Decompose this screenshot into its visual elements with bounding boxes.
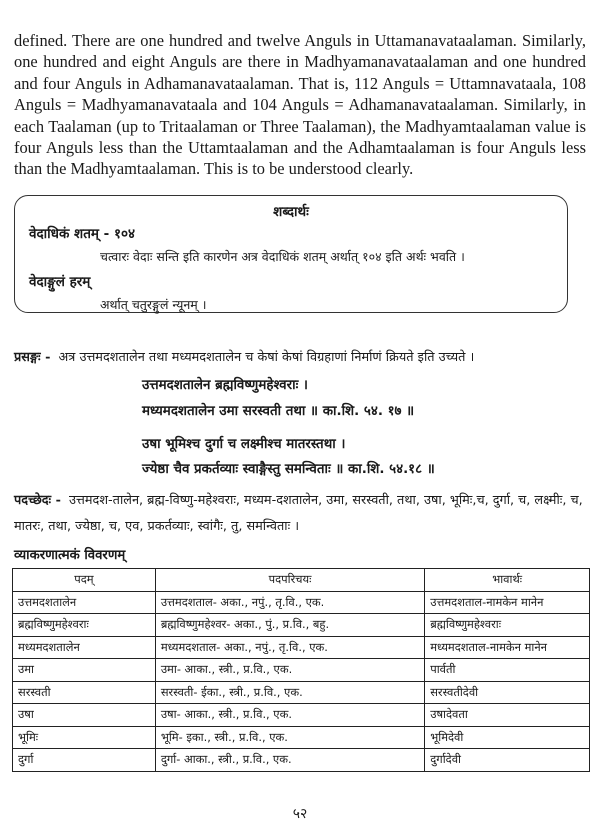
table-row (13, 726, 590, 749)
table-cell: मध्यमदशताल-नामकेन मानेन (425, 636, 590, 659)
table-row (13, 749, 590, 772)
table-cell: उमा (13, 659, 156, 682)
table-header-row (13, 569, 590, 592)
table-cell: ब्रह्मविष्णुमहेश्वराः (13, 614, 156, 637)
table-cell: मध्यमदशताल- अका., नपुं., तृ.वि., एक. (155, 636, 424, 659)
table-row (13, 681, 590, 704)
table-cell: उत्तमदशताल- अका., नपुं., तृ.वि., एक. (155, 591, 424, 614)
table-row (13, 591, 590, 614)
verse-line: उषा भूमिश्च दुर्गा च लक्ष्मीश्च मातरस्तथा । (142, 437, 346, 452)
table-cell: सरस्वतीदेवी (425, 681, 590, 704)
context-text: अत्र उत्तमदशतालेन तथा मध्यमदशतालेन च केषां केषां विग्रहाणां निर्माणं क्रियते इति उच्यते । (58, 350, 475, 365)
word-split-text: उत्तमदश-तालेन, ब्रह्म-विष्णु-महेश्वराः, मध्यम-दशतालेन, उमा, सरस्वती, तथा, उषा, भूमिः,च, दुर्गा, च, लक्ष्मीः, च, मातरः, तथा, ज्येष्ठा, च, एव, प्रकर्तव्याः, स्वांगैः, तु, समन्विताः । (14, 493, 583, 534)
word-split-label: पदच्छेदः - (14, 493, 61, 508)
glossary-term: वेदाङ्गुलं हरम् (29, 274, 91, 290)
word-split-paragraph (14, 488, 592, 540)
table-cell: उमा- आका., स्त्री., प्र.वि., एक. (155, 659, 424, 682)
table-cell: भूमि- इका., स्त्री., प्र.वि., एक. (155, 726, 424, 749)
table-row (13, 636, 590, 659)
table-cell: सरस्वती (13, 681, 156, 704)
intro-paragraph: defined. There are one hundred and twelve Anguls in Uttamanavataalaman. Similarly, one hundred and eight Anguls are there in Madhyamanavataalaman and one hundred and four Anguls in Adhamanavataalaman. That is, 112 Anguls = Uttamnavataala, 108 Anguls = Madhyamanavataala and 104 Anguls = Adhamanavataalaman. Similarly, in each Taalaman (up to Tritaalaman or Three Taalaman), the Madhyamtaalaman value is four Anguls less than the Uttamtaalaman and the Adhamtaalaman is four Anguls less than the Madhyamtaalaman. This is to be understood clearly. (14, 31, 586, 179)
table-cell: उत्तमदशतालेन (13, 591, 156, 614)
table-cell: पार्वती (425, 659, 590, 682)
column-header: पदम् (13, 569, 156, 592)
verse-line: उत्तमदशतालेन ब्रह्मविष्णुमहेश्वराः । (142, 378, 309, 393)
table-cell: दुर्गादेवी (425, 749, 590, 772)
grammar-table (12, 568, 590, 772)
verse-line: ज्येष्ठा चैव प्रकर्तव्याः स्वाङ्गैस्तु समन्विताः ॥ का.शि. ५४.१८ ॥ (142, 462, 435, 477)
column-header: भावार्थः (425, 569, 590, 592)
glossary-title: शब्दार्थः (273, 204, 309, 220)
context-label: प्रसङ्गः - (14, 350, 51, 365)
table-cell: उषा (13, 704, 156, 727)
page-number: ५२ (292, 806, 308, 822)
grammar-heading: व्याकरणात्मकं विवरणम् (14, 548, 126, 563)
table-row (13, 704, 590, 727)
table-row (13, 659, 590, 682)
table-cell: दुर्गा- आका., स्त्री., प्र.वि., एक. (155, 749, 424, 772)
table-cell: सरस्वती- ईका., स्त्री., प्र.वि., एक. (155, 681, 424, 704)
table-cell: मध्यमदशतालेन (13, 636, 156, 659)
table-cell: उषादेवता (425, 704, 590, 727)
glossary-box (14, 195, 568, 313)
table-cell: भूमिः (13, 726, 156, 749)
glossary-explanation: चत्वारः वेदाः सन्ति इति कारणेन अत्र वेदाधिकं शतम् अर्थात् १०४ इति अर्थः भवति । (100, 249, 465, 264)
context-paragraph (14, 347, 590, 365)
table-cell: दुर्गा (13, 749, 156, 772)
table-cell: भूमिदेवी (425, 726, 590, 749)
glossary-term: वेदाधिकं शतम् - १०४ (29, 226, 136, 242)
column-header: पदपरिचयः (155, 569, 424, 592)
table-cell: उत्तमदशताल-नामकेन मानेन (425, 591, 590, 614)
table-row (13, 614, 590, 637)
table-cell: ब्रह्मविष्णुमहेश्वराः (425, 614, 590, 637)
table-cell: ब्रह्मविष्णुमहेश्वर- अका., पुं., प्र.वि., बहु. (155, 614, 424, 637)
table-cell: उषा- आका., स्त्री., प्र.वि., एक. (155, 704, 424, 727)
glossary-explanation: अर्थात् चतुरङ्गुलं न्यूनम् । (100, 297, 207, 312)
verse-line: मध्यमदशतालेन उमा सरस्वती तथा ॥ का.शि. ५४. १७ ॥ (142, 404, 415, 419)
